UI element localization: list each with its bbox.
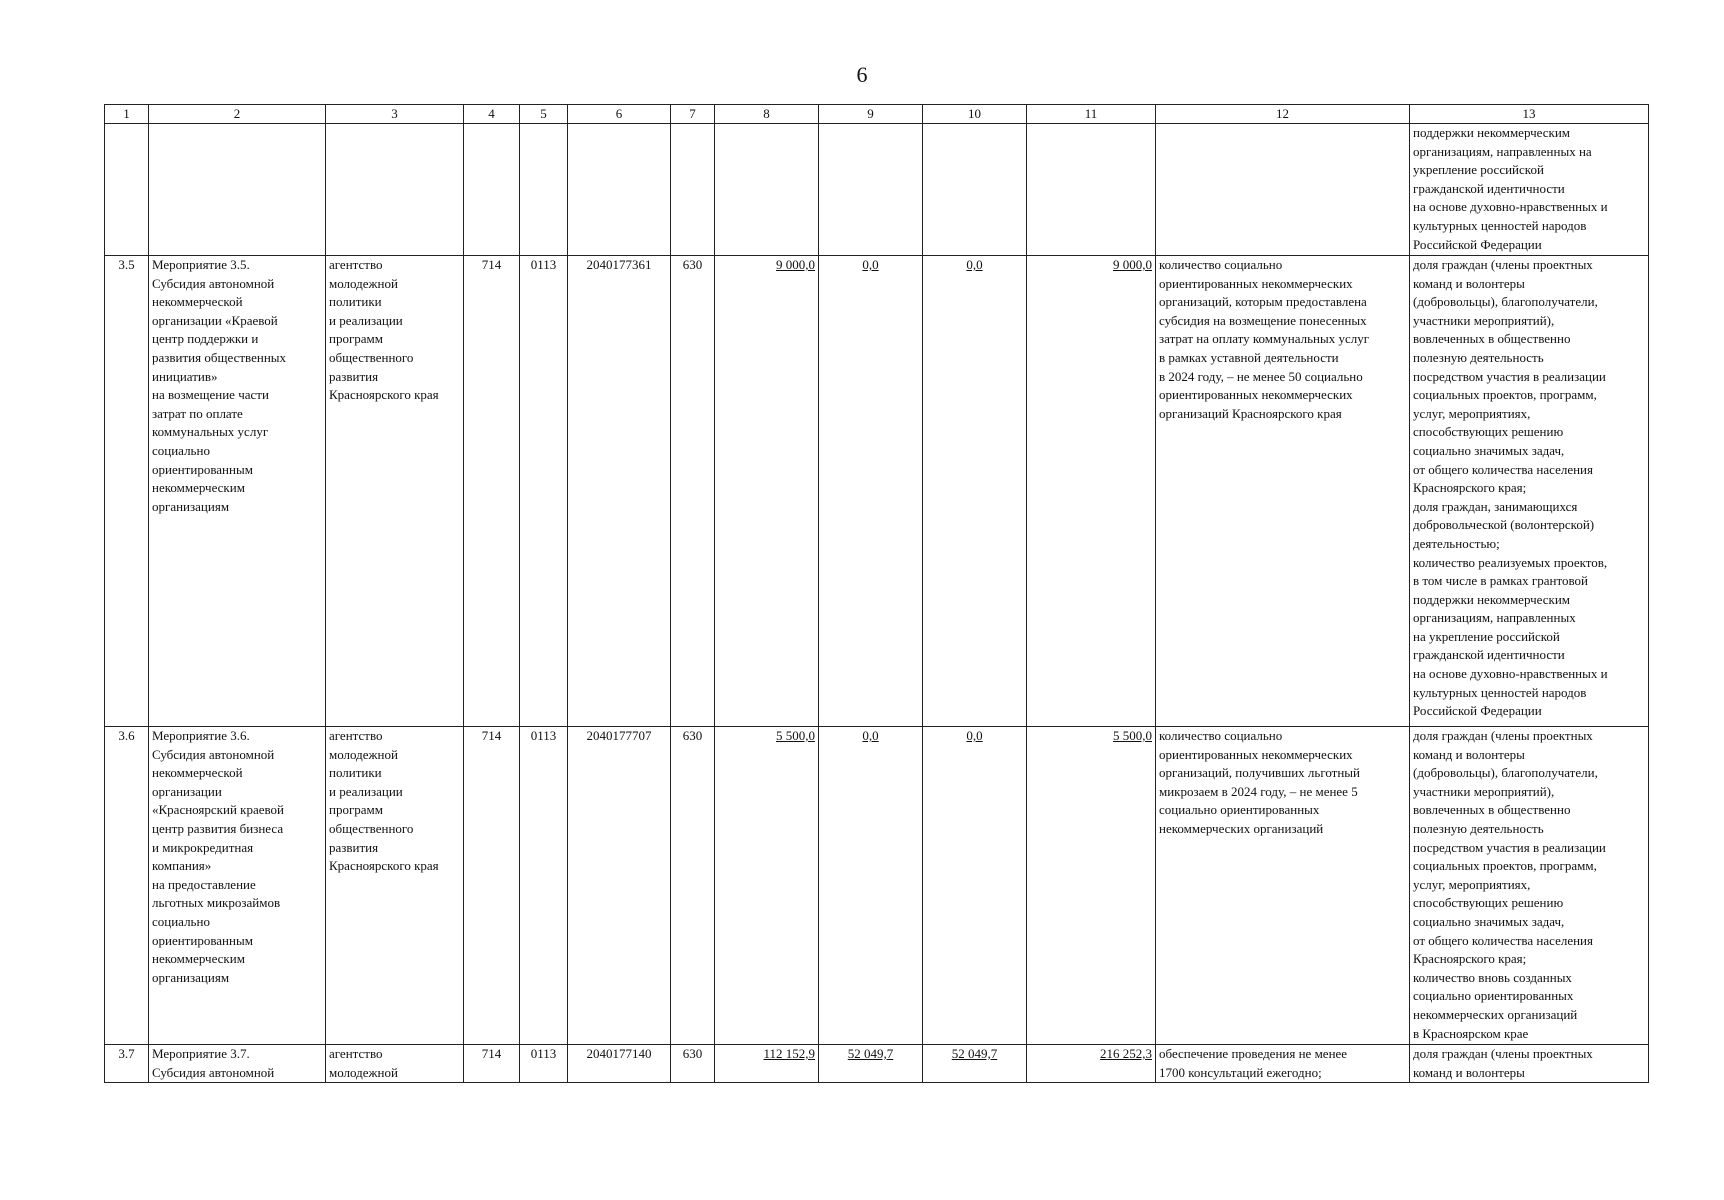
page-number: 6 [856,62,868,87]
code-grbs: 714 [464,1045,520,1083]
amount-col11: 9 000,0 [1027,256,1156,727]
event-cell: Мероприятие 3.5. Субсидия автономной некоммерческой организации «Краевой центр поддержки и развития общественных инициатив» на возмещение части затрат по оплате коммунальных услуг социально ориентированным некоммерческим организациям [149,256,326,727]
row-number: 3.6 [105,727,149,1045]
code-rzpr: 0113 [520,256,568,727]
table-row-continuation [105,124,1649,256]
result-cell: количество социально ориентированных некоммерческих организаций, которым предоставлена субсидия на возмещение понесенных затрат на оплату коммунальных услуг в рамках уставной деятельности в 2024 году, – не менее 50 социально ориентированных некоммерческих организаций Красноярского края [1156,256,1410,727]
column-header: 3 [326,105,464,124]
amount-col8: 112 152,9 [715,1045,819,1083]
column-number-row [105,105,1649,124]
column-header: 9 [819,105,923,124]
event-cell: Мероприятие 3.7. Субсидия автономной [149,1045,326,1083]
code-vr: 630 [671,256,715,727]
code-csr: 2040177140 [568,1045,671,1083]
column-header: 12 [1156,105,1410,124]
amount-col10: 0,0 [923,727,1027,1045]
column-header: 7 [671,105,715,124]
code-csr: 2040177707 [568,727,671,1045]
code-grbs: 714 [464,727,520,1045]
column-header: 5 [520,105,568,124]
amount-col8: 5 500,0 [715,727,819,1045]
column-header: 8 [715,105,819,124]
result-cell: обеспечение проведения не менее 1700 консультаций ежегодно; [1156,1045,1410,1083]
amount-col11: 216 252,3 [1027,1045,1156,1083]
column-header: 2 [149,105,326,124]
amount-col11: 5 500,0 [1027,727,1156,1045]
indicators-cell: доля граждан (члены проектных команд и волонтеры [1410,1045,1649,1083]
table-row [105,1045,1649,1083]
row-number: 3.7 [105,1045,149,1083]
code-vr: 630 [671,1045,715,1083]
indicators-cell: доля граждан (члены проектных команд и волонтеры (добровольцы), благополучатели, участники мероприятий), вовлеченных в общественно полезную деятельность посредством участия в реализации социальных проектов, программ, услуг, мероприятиях, способствующих решению социально значимых задач, от общего количества населения Красноярского края; количество вновь созданных социально ориентированных некоммерческих организаций в Красноярском крае [1410,727,1649,1045]
indicators-cell: поддержки некоммерческим организациям, направленных на укрепление российской гражданской идентичности на основе духовно-нравственных и культурных ценностей народов Российской Федерации [1410,124,1649,256]
column-header: 10 [923,105,1027,124]
column-header: 6 [568,105,671,124]
column-header: 4 [464,105,520,124]
table-row [105,727,1649,1045]
column-header: 13 [1410,105,1649,124]
amount-col9: 52 049,7 [819,1045,923,1083]
amount-col10: 0,0 [923,256,1027,727]
agency-cell: агентство молодежной политики и реализации программ общественного развития Красноярского края [326,256,464,727]
code-csr: 2040177361 [568,256,671,727]
program-table [104,104,1649,1083]
code-grbs: 714 [464,256,520,727]
amount-col9: 0,0 [819,727,923,1045]
amount-col9: 0,0 [819,256,923,727]
result-cell: количество социально ориентированных некоммерческих организаций, получивших льготный микрозаем в 2024 году, – не менее 5 социально ориентированных некоммерческих организаций [1156,727,1410,1045]
indicators-cell: доля граждан (члены проектных команд и волонтеры (добровольцы), благополучатели, участники мероприятий), вовлеченных в общественно полезную деятельность посредством участия в реализации социальных проектов, программ, услуг, мероприятиях, способствующих решению социально значимых задач, от общего количества населения Красноярского края; доля граждан, занимающихся добровольческой (волонтерской) деятельностью; количество реализуемых проектов, в том числе в рамках грантовой поддержки некоммерческим организациям, направленных на укрепление российской гражданской идентичности на основе духовно-нравственных и культурных ценностей народов Российской Федерации [1410,256,1649,727]
row-number: 3.5 [105,256,149,727]
event-cell: Мероприятие 3.6. Субсидия автономной некоммерческой организации «Красноярский краевой центр развития бизнеса и микрокредитная компания» на предоставление льготных микрозаймов социально ориентированным некоммерческим организациям [149,727,326,1045]
table-row [105,256,1649,727]
column-header: 11 [1027,105,1156,124]
code-vr: 630 [671,727,715,1045]
code-rzpr: 0113 [520,1045,568,1083]
amount-col10: 52 049,7 [923,1045,1027,1083]
code-rzpr: 0113 [520,727,568,1045]
agency-cell: агентство молодежной [326,1045,464,1083]
agency-cell: агентство молодежной политики и реализации программ общественного развития Красноярского края [326,727,464,1045]
amount-col8: 9 000,0 [715,256,819,727]
column-header: 1 [105,105,149,124]
